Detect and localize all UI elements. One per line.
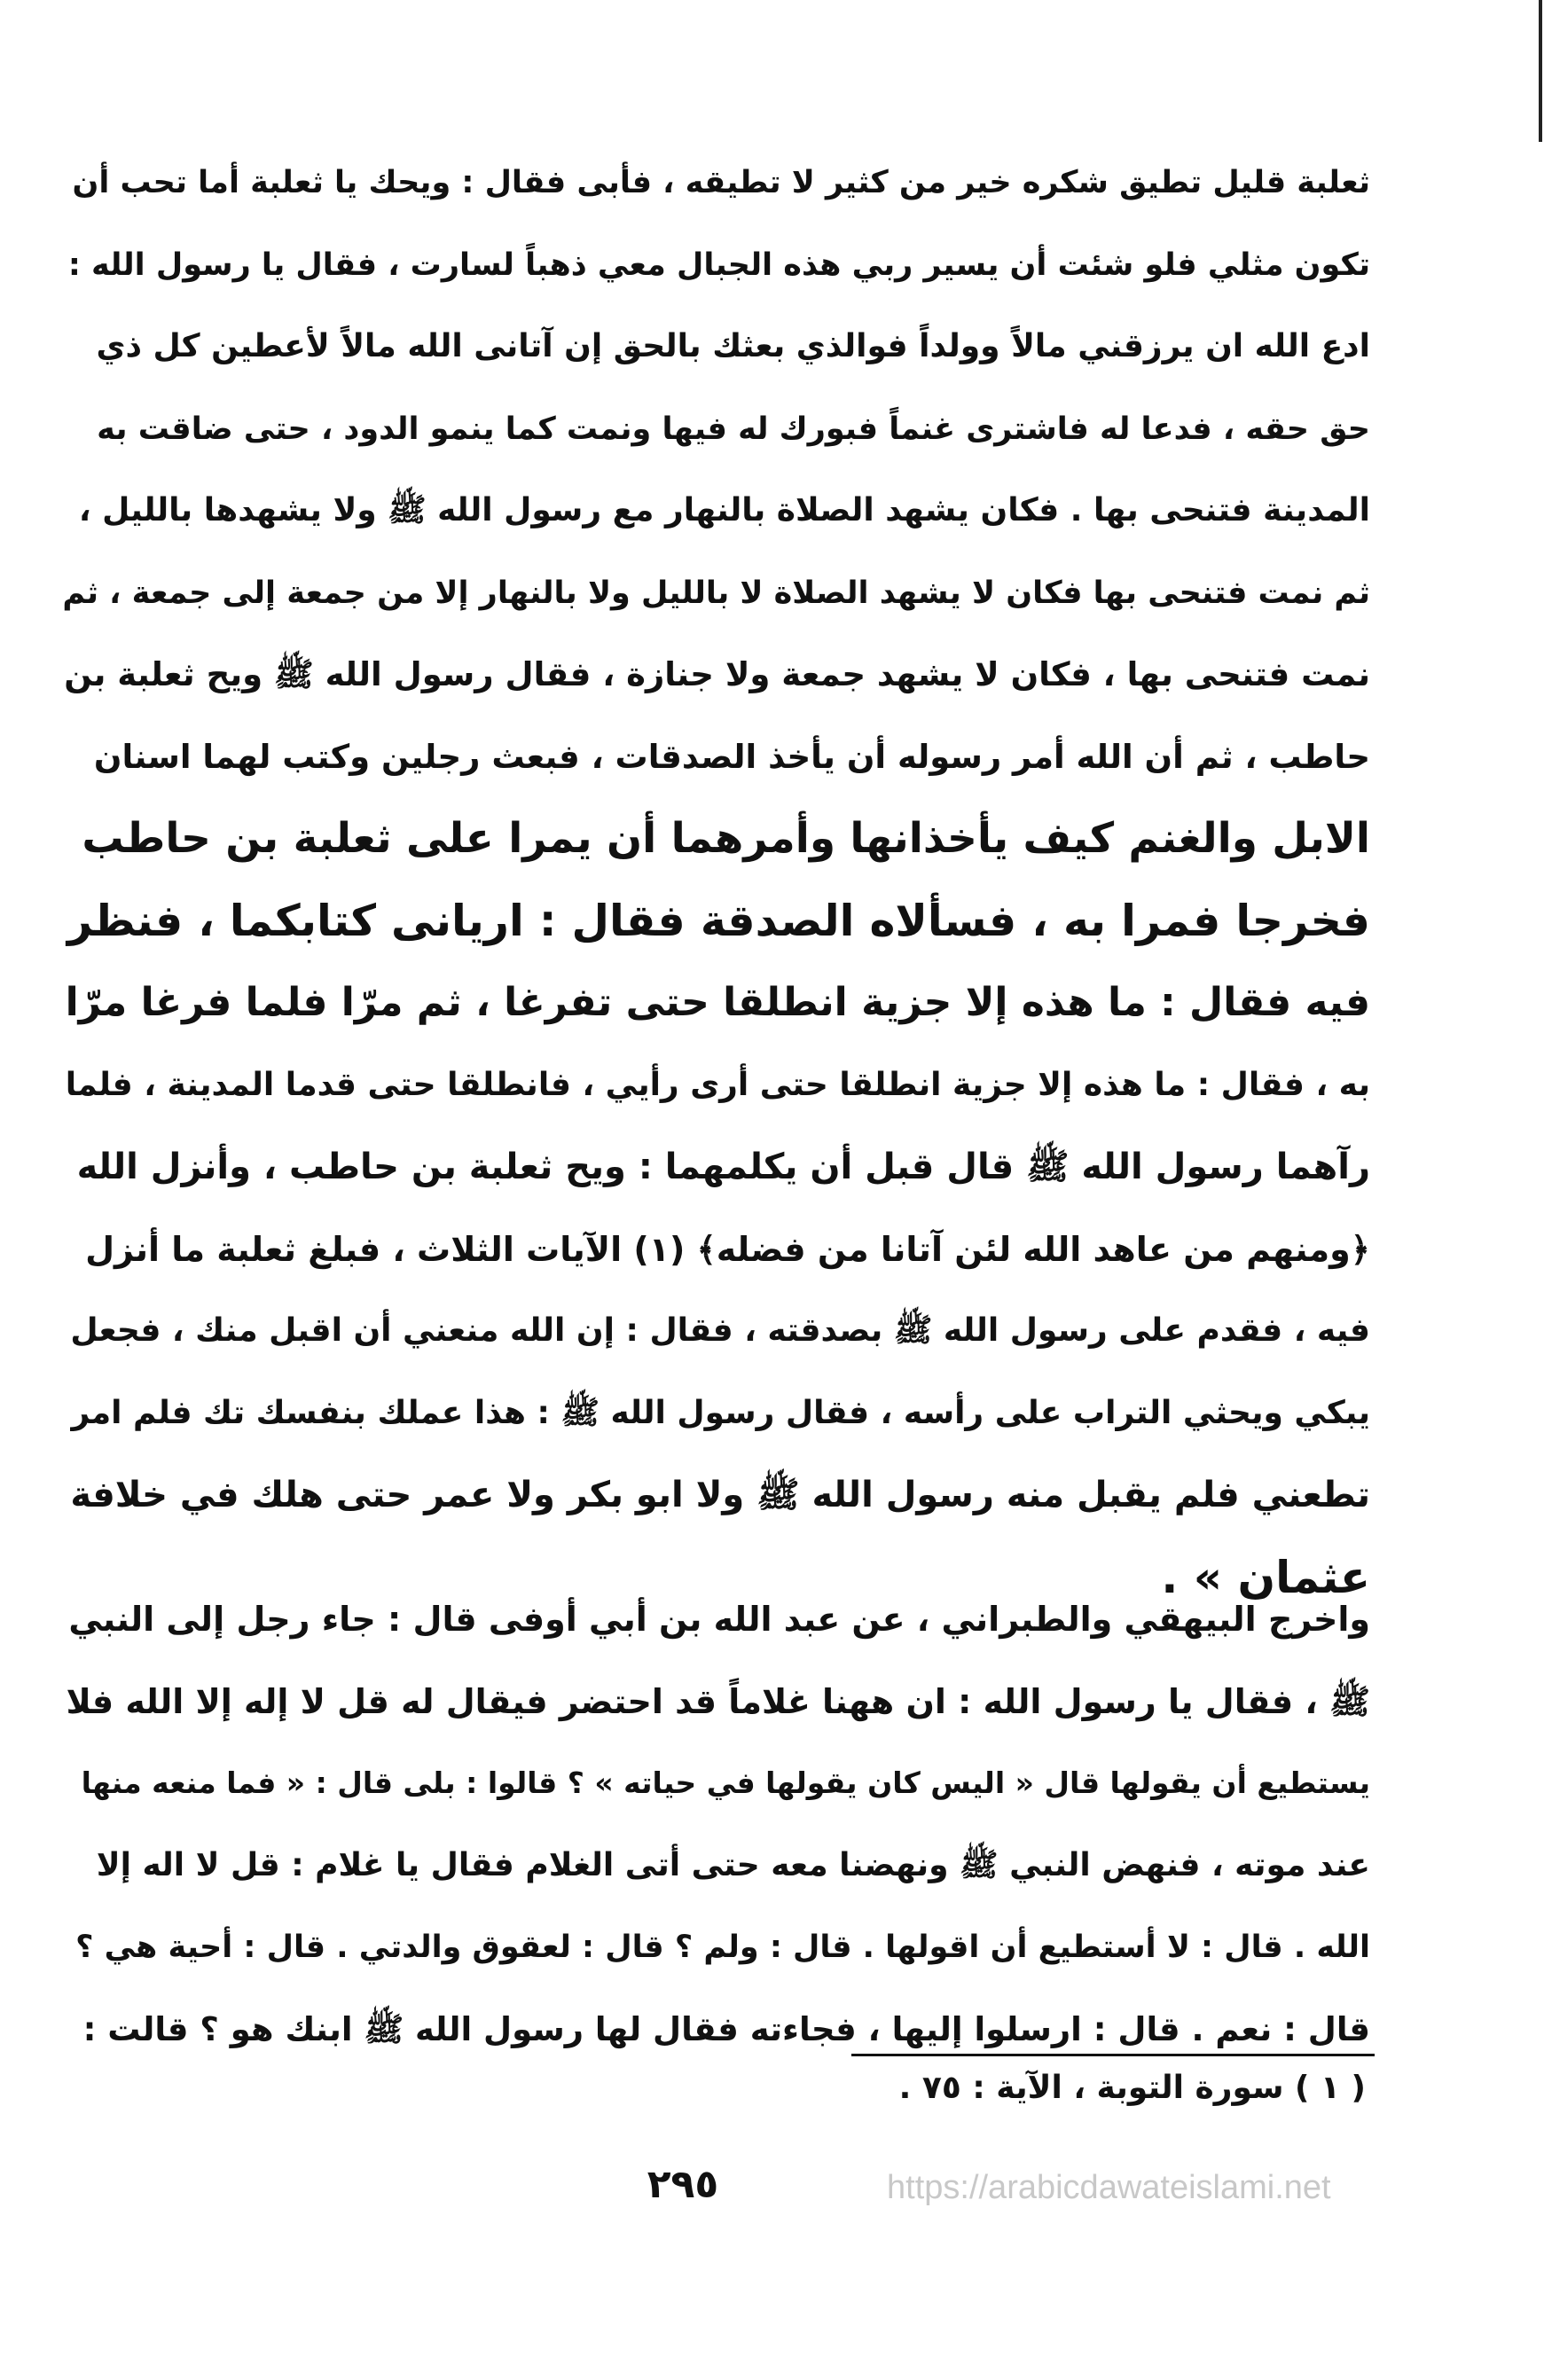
page-edge-mark xyxy=(1539,0,1542,142)
text-line: حق حقه ، فدعا له فاشترى غنماً فبورك له فيها ونمت كما ينمو الدود ، حتى ضاقت به xyxy=(97,411,1370,447)
text-line: تطعني فلم يقبل منه رسول الله ﷺ ولا ابو بكر ولا عمر حتى هلك في خلافة xyxy=(70,1475,1370,1515)
text-line: فيه فقال : ما هذه إلا جزية انطلقا حتى تفرغا ، ثم مرّا فلما فرغا مرّا xyxy=(65,980,1370,1025)
text-line: ثعلبة قليل تطيق شكره خير من كثير لا تطيقه ، فأبى فقال : ويحك يا ثعلبة أما تحب أن xyxy=(72,165,1370,200)
text-line: الابل والغنم كيف يأخذانها وأمرهما أن يمرا على ثعلبة بن حاطب xyxy=(82,814,1370,863)
page-number: ٢٩٥ xyxy=(647,2162,719,2207)
text-line: ﷺ ، فقال يا رسول الله : ان ههنا غلاماً قد احتضر فيقال له قل لا إله إلا الله فلا xyxy=(66,1681,1370,1721)
text-line: يبكي ويحثي التراب على رأسه ، فقال رسول الله ﷺ : هذا عملك بنفسك تك فلم امر xyxy=(71,1394,1370,1431)
paragraph-2 xyxy=(62,1578,1370,2071)
text-line: المدينة فتنحى بها . فكان يشهد الصلاة بالنهار مع رسول الله ﷺ ولا يشهدها بالليل ، xyxy=(78,492,1370,528)
text-line: قال : نعم . قال : ارسلوا إليها ، فجاءته فقال لها رسول الله ﷺ ابنك هو ؟ قالت : xyxy=(82,2009,1370,2048)
text-line: الله . قال : لا أستطيع أن اقولها . قال : ولم ؟ قال : لعقوق والدتي . قال : أحية هي ؟ xyxy=(75,1930,1370,1965)
text-line: فخرجا فمرا به ، فسألاه الصدقة فقال : اريانى كتابكما ، فنظر xyxy=(67,895,1370,946)
text-line: عند موته ، فنهض النبي ﷺ ونهضنا معه حتى أتى الغلام فقال يا غلام : قل لا اله إلا xyxy=(96,1846,1370,1883)
text-line: نمت فتنحى بها ، فكان لا يشهد جمعة ولا جنازة ، فقال رسول الله ﷺ ويح ثعلبة بن xyxy=(64,655,1370,693)
text-line: ادع الله ان يرزقني مالاً وولداً فوالذي بعثك بالحق إن آتانى الله مالاً لأعطين كل ذي xyxy=(96,328,1370,364)
text-line: يستطيع أن يقولها قال « اليس كان يقولها في حياته » ؟ قالوا : بلى قال : « فما منعه منها xyxy=(81,1765,1370,1800)
text-line: فيه ، فقدم على رسول الله ﷺ بصدقته ، فقال : إن الله منعني أن اقبل منك ، فجعل xyxy=(70,1312,1370,1349)
text-line: حاطب ، ثم أن الله أمر رسوله أن يأخذ الصدقات ، فبعث رجلين وكتب لهما اسنان xyxy=(93,737,1370,776)
text-line: به ، فقال : ما هذه إلا جزية انطلقا حتى أرى رأيي ، فانطلقا حتى قدما المدينة ، فلما xyxy=(65,1066,1370,1103)
text-line: ﴿ومنهم من عاهد الله لئن آتانا من فضله﴾ (١) الآيات الثلاث ، فبلغ ثعلبة ما أنزل xyxy=(85,1229,1370,1269)
text-line: عثمان » . xyxy=(1161,1551,1370,1603)
text-line: تكون مثلي فلو شئت أن يسير ربي هذه الجبال معي ذهباً لسارت ، فقال يا رسول الله : xyxy=(67,247,1370,283)
watermark: https://arabicdawateislami.net xyxy=(887,2169,1331,2206)
paragraph-1 xyxy=(62,142,1370,1618)
footnote: ( ١ ) سورة التوبة ، الآية : ٧٥ . xyxy=(898,2070,1366,2106)
text-line: ثم نمت فتنحى بها فكان لا يشهد الصلاة لا بالليل ولا بالنهار إلا من جمعة إلى جمعة ، ثم xyxy=(62,575,1370,611)
text-line: واخرج البيهقي والطبراني ، عن عبد الله بن أبي أوفى قال : جاء رجل إلى النبي xyxy=(68,1600,1370,1639)
text-line: رآهما رسول الله ﷺ قال قبل أن يكلمهما : ويح ثعلبة بن حاطب ، وأنزل الله xyxy=(76,1147,1370,1187)
footnote-divider xyxy=(851,2054,1375,2056)
